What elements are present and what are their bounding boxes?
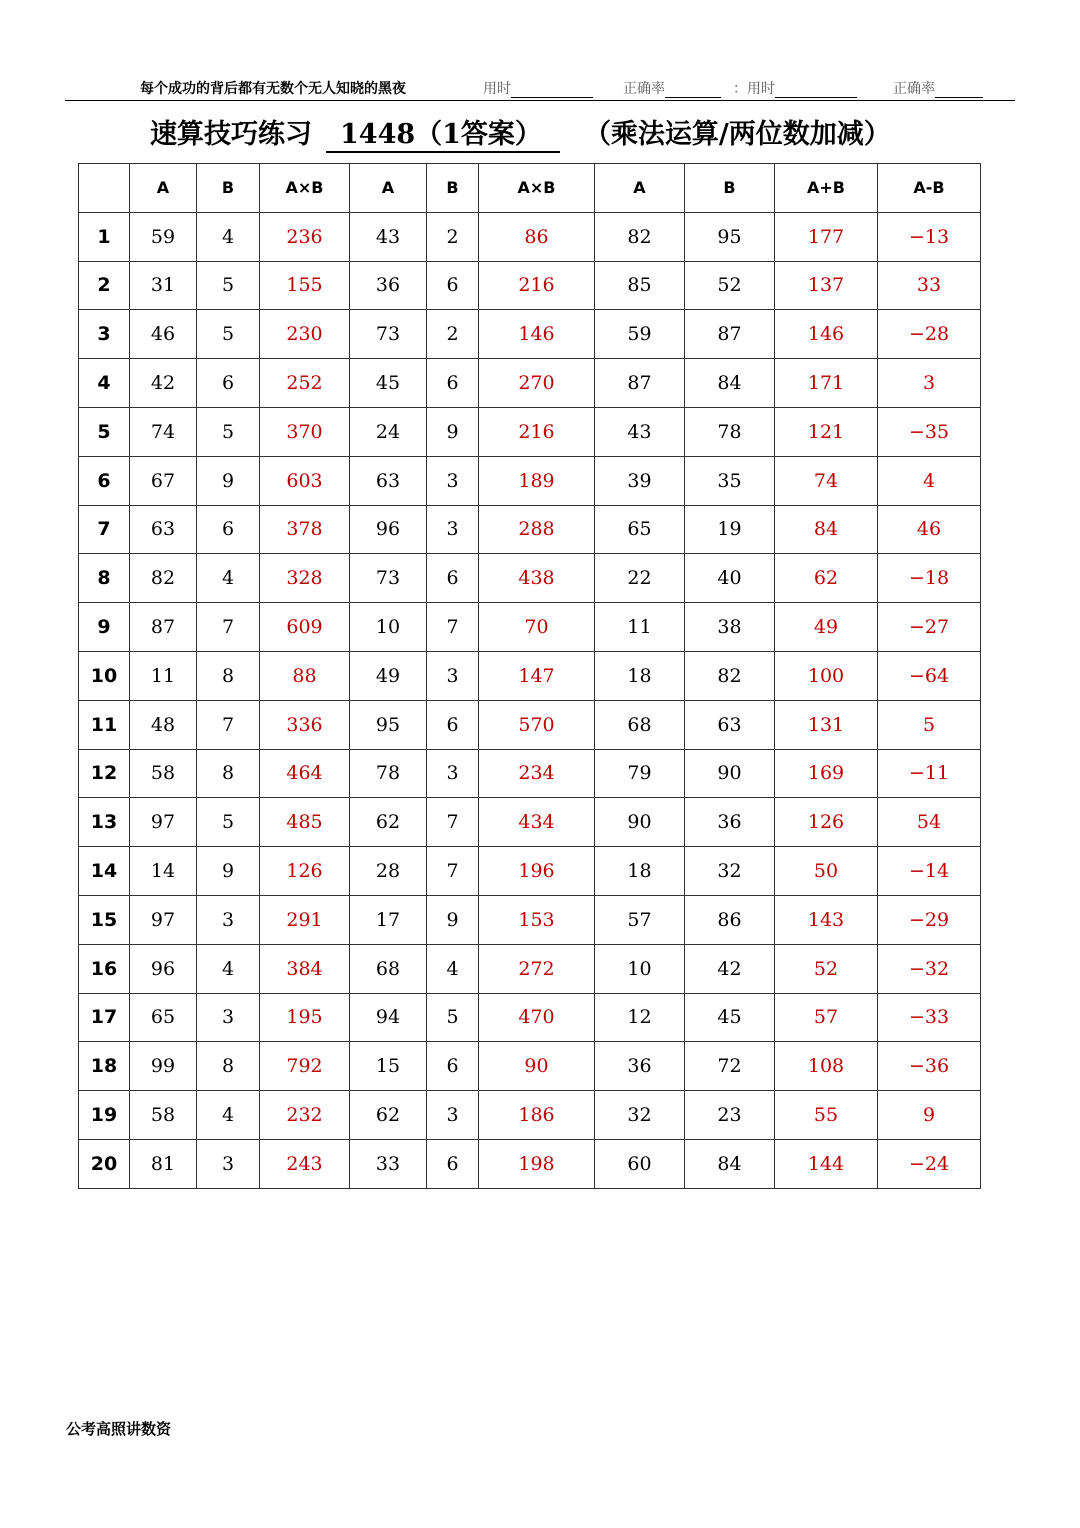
answer-cell: 236: [260, 212, 350, 261]
row-number: 1: [79, 212, 130, 261]
operand-cell: 4: [197, 212, 260, 261]
answer-cell: 196: [479, 847, 595, 896]
time-label-1: 用时: [483, 81, 511, 97]
operand-cell: 58: [130, 1091, 197, 1140]
operand-cell: 60: [595, 1139, 685, 1188]
answer-cell: −32: [878, 944, 981, 993]
operand-cell: 17: [350, 895, 427, 944]
answer-cell: 3: [878, 359, 981, 408]
column-header: [79, 164, 130, 213]
operand-cell: 6: [427, 261, 479, 310]
answer-cell: 169: [775, 749, 878, 798]
row-number: 5: [79, 407, 130, 456]
answer-cell: 90: [479, 1042, 595, 1091]
answer-cell: −27: [878, 603, 981, 652]
answer-cell: 52: [775, 944, 878, 993]
operand-cell: 95: [350, 700, 427, 749]
answer-cell: 234: [479, 749, 595, 798]
answer-cell: −28: [878, 310, 981, 359]
operand-cell: 32: [685, 847, 775, 896]
answer-cell: 146: [775, 310, 878, 359]
answer-cell: 144: [775, 1139, 878, 1188]
table-row: [79, 456, 981, 505]
table-row: [79, 944, 981, 993]
operand-cell: 68: [350, 944, 427, 993]
answer-cell: 86: [479, 212, 595, 261]
answer-cell: 336: [260, 700, 350, 749]
operand-cell: 67: [130, 456, 197, 505]
accuracy-blank-2[interactable]: [935, 82, 983, 98]
table-header-row: [79, 164, 981, 213]
row-number: 11: [79, 700, 130, 749]
answer-cell: 328: [260, 554, 350, 603]
time-label-2: ：用时: [733, 81, 775, 97]
answer-cell: 438: [479, 554, 595, 603]
operand-cell: 84: [685, 359, 775, 408]
answer-cell: 216: [479, 261, 595, 310]
operand-cell: 42: [130, 359, 197, 408]
table-row: [79, 651, 981, 700]
operand-cell: 6: [427, 1139, 479, 1188]
row-number: 17: [79, 993, 130, 1042]
operand-cell: 59: [130, 212, 197, 261]
row-number: 4: [79, 359, 130, 408]
column-header: B: [685, 164, 775, 213]
operand-cell: 45: [685, 993, 775, 1042]
answer-cell: 137: [775, 261, 878, 310]
answer-cell: −29: [878, 895, 981, 944]
operand-cell: 45: [350, 359, 427, 408]
row-number: 12: [79, 749, 130, 798]
answer-cell: −18: [878, 554, 981, 603]
time-field-1[interactable]: [483, 78, 593, 98]
table-row: [79, 1139, 981, 1188]
answer-cell: 108: [775, 1042, 878, 1091]
operand-cell: 32: [595, 1091, 685, 1140]
operand-cell: 94: [350, 993, 427, 1042]
answer-cell: 243: [260, 1139, 350, 1188]
operand-cell: 9: [197, 456, 260, 505]
operand-cell: 6: [427, 554, 479, 603]
answer-cell: 33: [878, 261, 981, 310]
operand-cell: 57: [595, 895, 685, 944]
operand-cell: 8: [197, 749, 260, 798]
title-prefix: 速算技巧练习: [150, 119, 312, 150]
answer-cell: 195: [260, 993, 350, 1042]
answer-cell: 177: [775, 212, 878, 261]
operand-cell: 22: [595, 554, 685, 603]
operand-cell: 11: [595, 603, 685, 652]
header-bar: [65, 78, 1015, 101]
answer-cell: 146: [479, 310, 595, 359]
row-number: 8: [79, 554, 130, 603]
operand-cell: 12: [595, 993, 685, 1042]
operand-cell: 5: [427, 993, 479, 1042]
answer-cell: 570: [479, 700, 595, 749]
operand-cell: 36: [350, 261, 427, 310]
operand-cell: 11: [130, 651, 197, 700]
column-header: B: [427, 164, 479, 213]
operand-cell: 99: [130, 1042, 197, 1091]
operand-cell: 4: [427, 944, 479, 993]
row-number: 18: [79, 1042, 130, 1091]
operand-cell: 8: [197, 651, 260, 700]
operand-cell: 87: [685, 310, 775, 359]
operand-cell: 31: [130, 261, 197, 310]
row-number: 20: [79, 1139, 130, 1188]
column-header: B: [197, 164, 260, 213]
table-row: [79, 554, 981, 603]
table-row: [79, 895, 981, 944]
answer-cell: 84: [775, 505, 878, 554]
operand-cell: 63: [350, 456, 427, 505]
answer-cell: 62: [775, 554, 878, 603]
answer-cell: −14: [878, 847, 981, 896]
row-number: 14: [79, 847, 130, 896]
operand-cell: 9: [197, 847, 260, 896]
operand-cell: 62: [350, 1091, 427, 1140]
operand-cell: 4: [197, 554, 260, 603]
title-suffix: （乘法运算/两位数加减）: [583, 119, 891, 150]
operand-cell: 9: [427, 407, 479, 456]
operand-cell: 97: [130, 798, 197, 847]
table-row: [79, 749, 981, 798]
table-row: [79, 261, 981, 310]
operand-cell: 3: [427, 749, 479, 798]
operand-cell: 81: [130, 1139, 197, 1188]
column-header: A: [350, 164, 427, 213]
operand-cell: 96: [350, 505, 427, 554]
operand-cell: 63: [685, 700, 775, 749]
operand-cell: 8: [197, 1042, 260, 1091]
operand-cell: 4: [197, 1091, 260, 1140]
answer-cell: 4: [878, 456, 981, 505]
operand-cell: 87: [130, 603, 197, 652]
answer-cell: 153: [479, 895, 595, 944]
operand-cell: 3: [197, 993, 260, 1042]
table-row: [79, 359, 981, 408]
operand-cell: 19: [685, 505, 775, 554]
operand-cell: 14: [130, 847, 197, 896]
operand-cell: 10: [595, 944, 685, 993]
answer-cell: 370: [260, 407, 350, 456]
answer-cell: 792: [260, 1042, 350, 1091]
row-number: 13: [79, 798, 130, 847]
answer-cell: 143: [775, 895, 878, 944]
operand-cell: 82: [595, 212, 685, 261]
answer-cell: 100: [775, 651, 878, 700]
practice-table: [78, 163, 981, 1189]
answer-cell: 171: [775, 359, 878, 408]
operand-cell: 86: [685, 895, 775, 944]
answer-cell: 198: [479, 1139, 595, 1188]
operand-cell: 18: [595, 651, 685, 700]
row-number: 19: [79, 1091, 130, 1140]
operand-cell: 5: [197, 261, 260, 310]
time-field-2[interactable]: [733, 78, 857, 98]
operand-cell: 7: [427, 798, 479, 847]
operand-cell: 5: [197, 407, 260, 456]
motto-text: 每个成功的背后都有无数个无人知晓的黑夜: [140, 81, 406, 97]
answer-cell: 131: [775, 700, 878, 749]
answer-cell: 74: [775, 456, 878, 505]
table-row: [79, 847, 981, 896]
row-number: 15: [79, 895, 130, 944]
operand-cell: 65: [595, 505, 685, 554]
operand-cell: 95: [685, 212, 775, 261]
answer-cell: 288: [479, 505, 595, 554]
operand-cell: 33: [350, 1139, 427, 1188]
operand-cell: 7: [197, 700, 260, 749]
operand-cell: 58: [130, 749, 197, 798]
table-row: [79, 798, 981, 847]
operand-cell: 38: [685, 603, 775, 652]
footer-text: 公考高照讲数资: [66, 1420, 172, 1438]
answer-cell: 70: [479, 603, 595, 652]
operand-cell: 2: [427, 310, 479, 359]
operand-cell: 3: [197, 1139, 260, 1188]
operand-cell: 72: [685, 1042, 775, 1091]
operand-cell: 7: [427, 603, 479, 652]
column-header: A-B: [878, 164, 981, 213]
operand-cell: 74: [130, 407, 197, 456]
answer-cell: 126: [775, 798, 878, 847]
operand-cell: 39: [595, 456, 685, 505]
answer-cell: 121: [775, 407, 878, 456]
column-header: A×B: [479, 164, 595, 213]
operand-cell: 15: [350, 1042, 427, 1091]
answer-cell: 378: [260, 505, 350, 554]
operand-cell: 59: [595, 310, 685, 359]
answer-cell: 470: [479, 993, 595, 1042]
answer-cell: 252: [260, 359, 350, 408]
operand-cell: 68: [595, 700, 685, 749]
operand-cell: 6: [197, 359, 260, 408]
operand-cell: 73: [350, 554, 427, 603]
operand-cell: 3: [427, 651, 479, 700]
title-code: 1448（1答案）: [326, 112, 560, 153]
operand-cell: 84: [685, 1139, 775, 1188]
operand-cell: 6: [427, 359, 479, 408]
operand-cell: 40: [685, 554, 775, 603]
operand-cell: 87: [595, 359, 685, 408]
answer-cell: 384: [260, 944, 350, 993]
answer-cell: 50: [775, 847, 878, 896]
column-header: A×B: [260, 164, 350, 213]
row-number: 2: [79, 261, 130, 310]
accuracy-label-1: 正确率: [623, 81, 665, 97]
operand-cell: 82: [130, 554, 197, 603]
operand-cell: 78: [350, 749, 427, 798]
row-number: 16: [79, 944, 130, 993]
operand-cell: 28: [350, 847, 427, 896]
answer-cell: 464: [260, 749, 350, 798]
page-title: [150, 112, 891, 153]
operand-cell: 62: [350, 798, 427, 847]
operand-cell: 24: [350, 407, 427, 456]
answer-cell: −64: [878, 651, 981, 700]
answer-cell: −24: [878, 1139, 981, 1188]
accuracy-label-2: 正确率: [893, 81, 935, 97]
accuracy-blank-1[interactable]: [665, 82, 721, 98]
operand-cell: 4: [197, 944, 260, 993]
operand-cell: 5: [197, 798, 260, 847]
row-number: 3: [79, 310, 130, 359]
answer-cell: 189: [479, 456, 595, 505]
answer-cell: 9: [878, 1091, 981, 1140]
answer-cell: 485: [260, 798, 350, 847]
table-row: [79, 1042, 981, 1091]
operand-cell: 9: [427, 895, 479, 944]
answer-cell: 603: [260, 456, 350, 505]
operand-cell: 90: [595, 798, 685, 847]
answer-cell: 57: [775, 993, 878, 1042]
operand-cell: 63: [130, 505, 197, 554]
answer-cell: 216: [479, 407, 595, 456]
answer-cell: 49: [775, 603, 878, 652]
table-row: [79, 310, 981, 359]
answer-cell: 54: [878, 798, 981, 847]
answer-cell: 147: [479, 651, 595, 700]
operand-cell: 65: [130, 993, 197, 1042]
row-number: 6: [79, 456, 130, 505]
operand-cell: 43: [595, 407, 685, 456]
answer-cell: 272: [479, 944, 595, 993]
operand-cell: 97: [130, 895, 197, 944]
operand-cell: 3: [427, 505, 479, 554]
answer-cell: −36: [878, 1042, 981, 1091]
operand-cell: 48: [130, 700, 197, 749]
answer-cell: −13: [878, 212, 981, 261]
accuracy-field-1[interactable]: [623, 78, 721, 98]
answer-cell: 88: [260, 651, 350, 700]
operand-cell: 10: [350, 603, 427, 652]
answer-cell: 232: [260, 1091, 350, 1140]
operand-cell: 46: [130, 310, 197, 359]
answer-cell: 46: [878, 505, 981, 554]
operand-cell: 85: [595, 261, 685, 310]
operand-cell: 90: [685, 749, 775, 798]
answer-cell: −11: [878, 749, 981, 798]
table-row: [79, 1091, 981, 1140]
answer-cell: 434: [479, 798, 595, 847]
operand-cell: 7: [197, 603, 260, 652]
operand-cell: 52: [685, 261, 775, 310]
operand-cell: 36: [595, 1042, 685, 1091]
operand-cell: 36: [685, 798, 775, 847]
answer-cell: 126: [260, 847, 350, 896]
table-row: [79, 212, 981, 261]
table-row: [79, 407, 981, 456]
answer-cell: −33: [878, 993, 981, 1042]
answer-cell: −35: [878, 407, 981, 456]
operand-cell: 5: [197, 310, 260, 359]
column-header: A: [595, 164, 685, 213]
table-row: [79, 993, 981, 1042]
operand-cell: 43: [350, 212, 427, 261]
column-header: A+B: [775, 164, 878, 213]
table-row: [79, 603, 981, 652]
operand-cell: 3: [427, 1091, 479, 1140]
answer-cell: 291: [260, 895, 350, 944]
time-blank-1[interactable]: [511, 82, 593, 98]
answer-cell: 186: [479, 1091, 595, 1140]
operand-cell: 2: [427, 212, 479, 261]
operand-cell: 3: [197, 895, 260, 944]
answer-cell: 5: [878, 700, 981, 749]
row-number: 7: [79, 505, 130, 554]
answer-cell: 609: [260, 603, 350, 652]
answer-cell: 230: [260, 310, 350, 359]
accuracy-field-2[interactable]: [893, 78, 983, 98]
operand-cell: 49: [350, 651, 427, 700]
operand-cell: 23: [685, 1091, 775, 1140]
row-number: 9: [79, 603, 130, 652]
operand-cell: 73: [350, 310, 427, 359]
column-header: A: [130, 164, 197, 213]
table-body: [79, 212, 981, 1188]
answer-cell: 55: [775, 1091, 878, 1140]
operand-cell: 6: [197, 505, 260, 554]
operand-cell: 6: [427, 1042, 479, 1091]
operand-cell: 7: [427, 847, 479, 896]
operand-cell: 82: [685, 651, 775, 700]
operand-cell: 35: [685, 456, 775, 505]
answer-cell: 270: [479, 359, 595, 408]
operand-cell: 6: [427, 700, 479, 749]
table-row: [79, 505, 981, 554]
operand-cell: 96: [130, 944, 197, 993]
operand-cell: 18: [595, 847, 685, 896]
answer-cell: 155: [260, 261, 350, 310]
operand-cell: 3: [427, 456, 479, 505]
operand-cell: 42: [685, 944, 775, 993]
time-blank-2[interactable]: [775, 82, 857, 98]
operand-cell: 78: [685, 407, 775, 456]
operand-cell: 79: [595, 749, 685, 798]
table-row: [79, 700, 981, 749]
row-number: 10: [79, 651, 130, 700]
